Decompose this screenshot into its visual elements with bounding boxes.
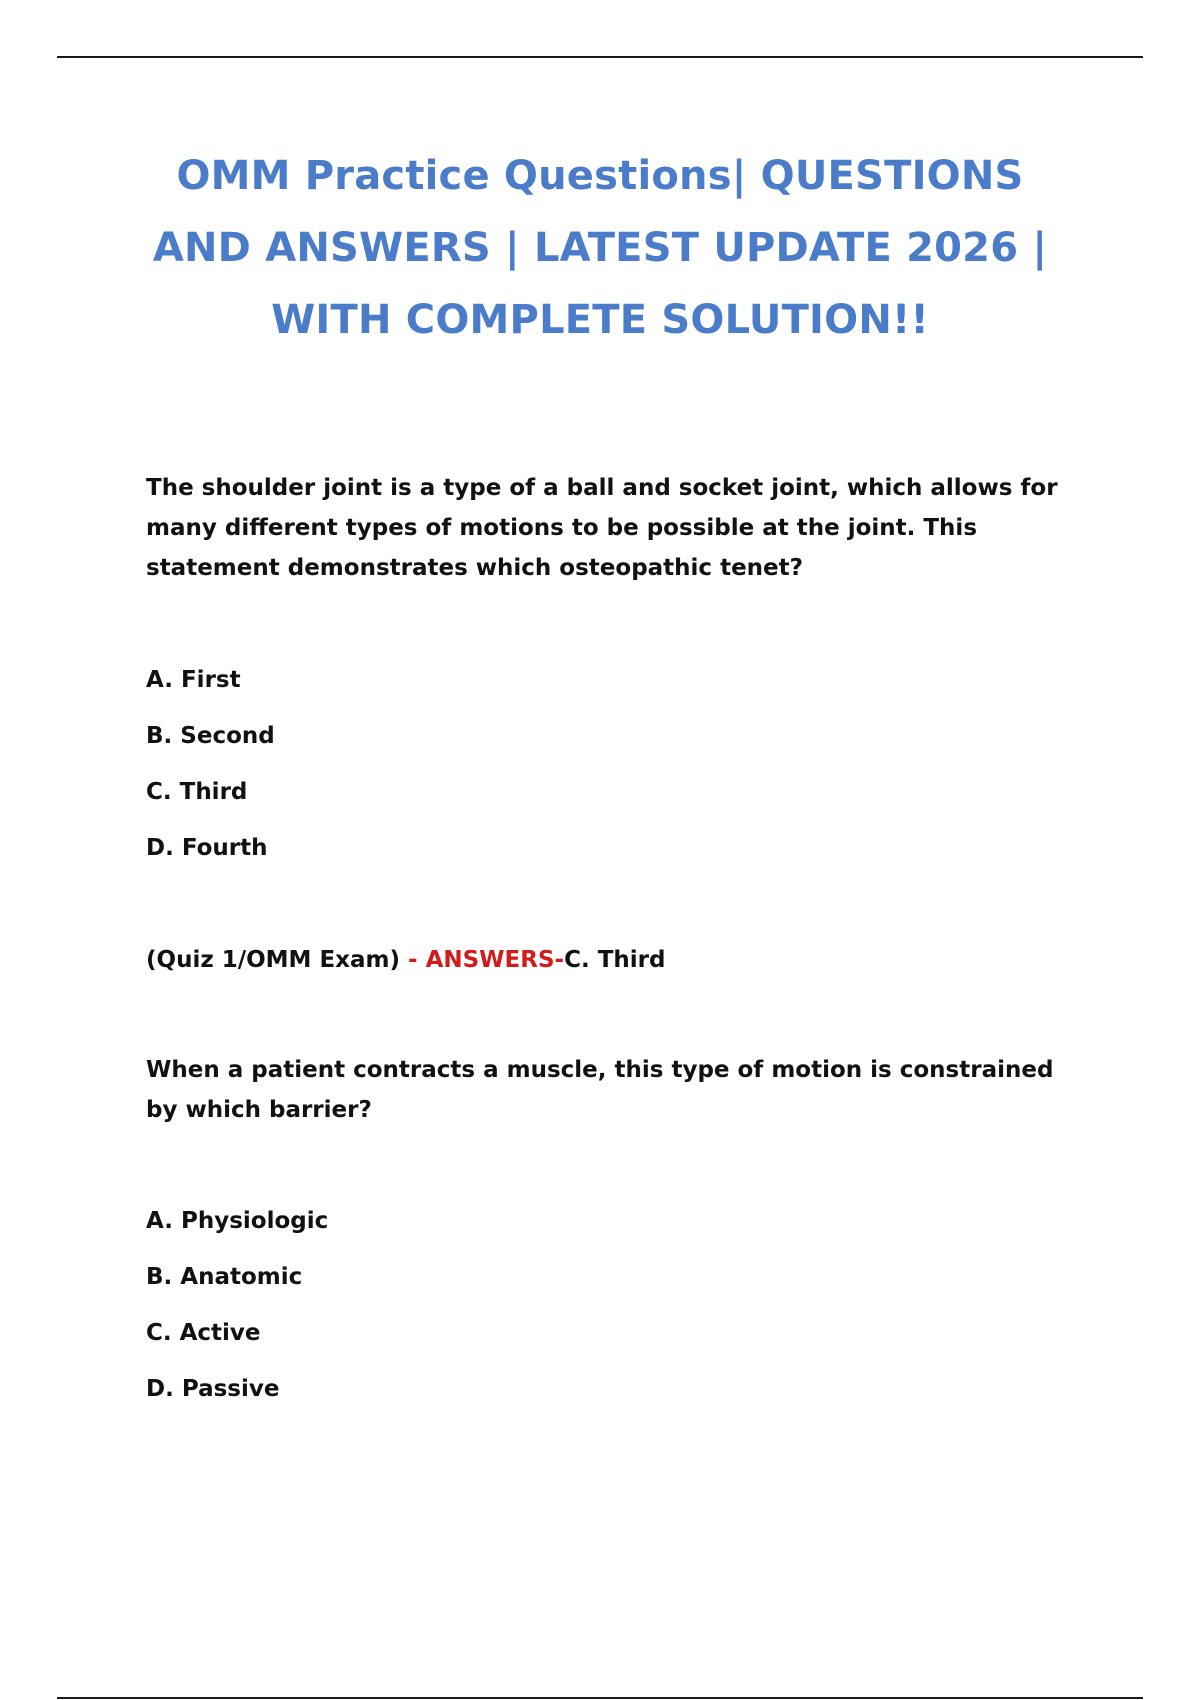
option-d: D. Passive: [146, 1376, 280, 1402]
document-title: [120, 140, 1080, 356]
option-a: A. First: [146, 667, 241, 693]
question-line: many different types of motions to be possible at the joint. This: [146, 515, 978, 541]
option-b: B. Second: [146, 723, 275, 749]
answer-value: C. Third: [564, 947, 666, 973]
option-d: D. Fourth: [146, 835, 268, 861]
question-1-answer: [146, 940, 665, 980]
question-1-options: [146, 652, 275, 876]
question-2-text: [146, 1050, 1086, 1130]
answer-separator: -: [400, 947, 426, 973]
option-b: B. Anatomic: [146, 1264, 303, 1290]
question-line: statement demonstrates which osteopathic tenet?: [146, 555, 803, 581]
question-line: When a patient contracts a muscle, this type of motion is constrained: [146, 1057, 1054, 1083]
title-line: WITH COMPLETE SOLUTION!!: [271, 297, 929, 343]
bottom-divider: [57, 1697, 1143, 1699]
option-c: C. Active: [146, 1320, 261, 1346]
answer-dash: -: [554, 947, 565, 973]
question-line: by which barrier?: [146, 1097, 372, 1123]
option-c: C. Third: [146, 779, 248, 805]
title-line: AND ANSWERS | LATEST UPDATE 2026 |: [152, 225, 1048, 271]
question-1-text: [146, 468, 1086, 588]
answer-label: ANSWERS: [425, 947, 555, 973]
question-2-options: [146, 1193, 328, 1417]
question-line: The shoulder joint is a type of a ball and socket joint, which allows for: [146, 475, 1058, 501]
option-a: A. Physiologic: [146, 1208, 329, 1234]
answer-source: (Quiz 1/OMM Exam): [146, 947, 400, 973]
title-line: OMM Practice Questions| QUESTIONS: [176, 153, 1024, 199]
top-divider: [57, 56, 1143, 58]
